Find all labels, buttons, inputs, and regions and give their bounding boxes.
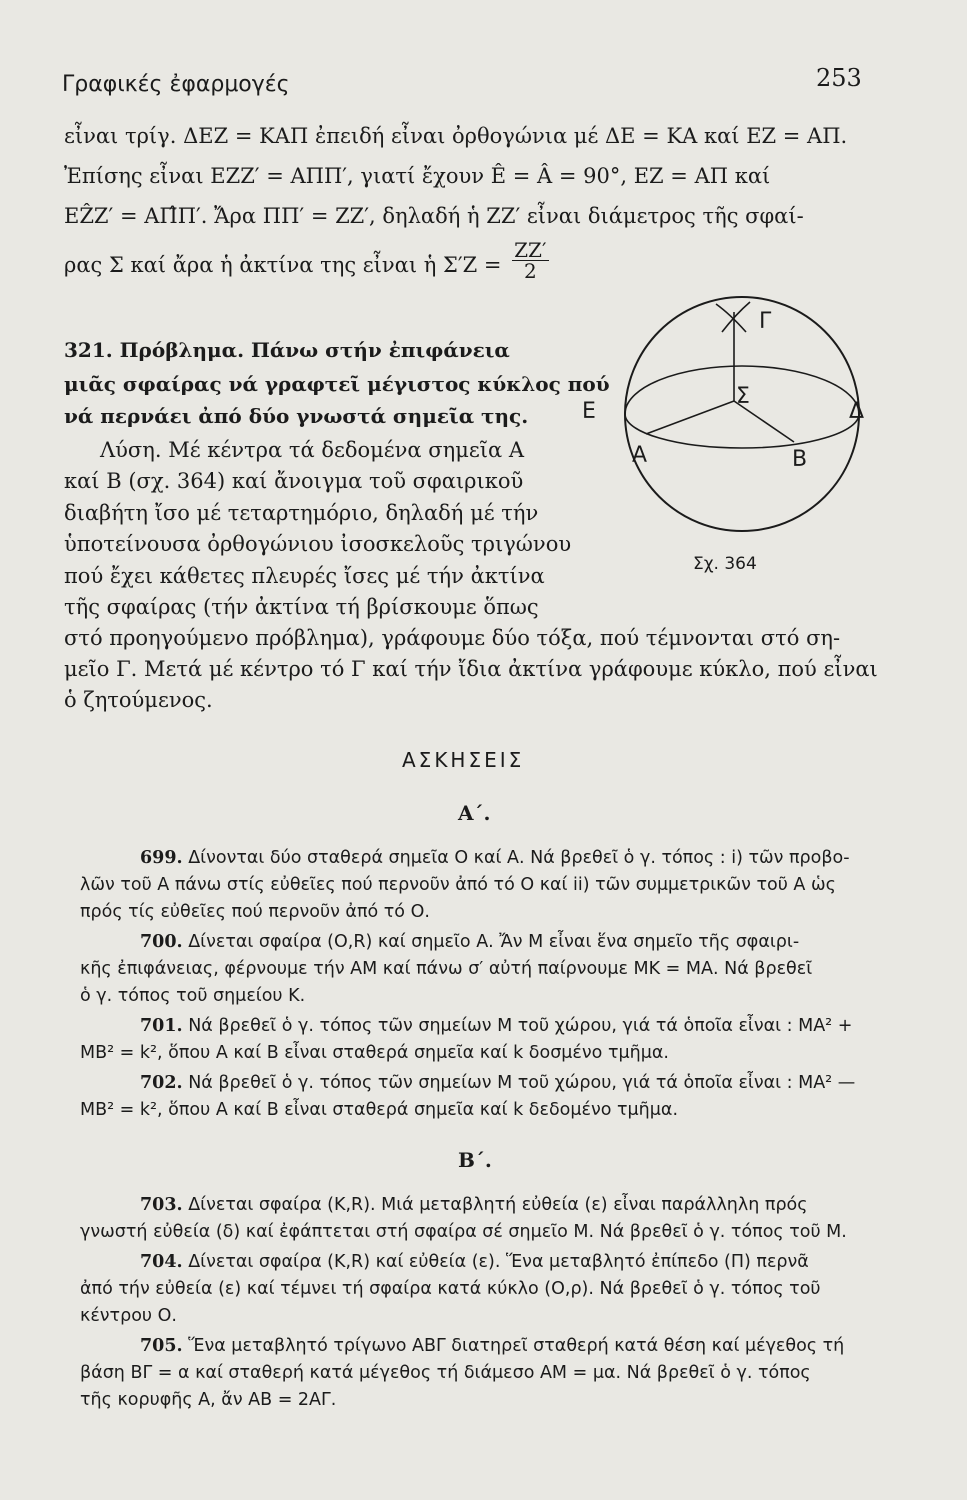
exercise-704-line <box>140 1254 809 1272</box>
exercise-text: Νά βρεθεῖ ὁ γ. τόπος τῶν σημείων Μ τοῦ χώρου, γιά τά ὁποῖα εἶναι : ΜΑ² + <box>188 1016 853 1036</box>
solution-line: καί Β (σχ. 364) καί ἄνοιγμα τοῦ σφαιρικοῦ <box>64 469 524 493</box>
exercise-text: ΜΒ² = k², ὅπου Α καί Β εἶναι σταθερά σημεῖα καί k δοσμένο τμῆμα. <box>80 1043 669 1063</box>
problem-heading-line: 321. Πρόβλημα. Πάνω στήν ἐπιφάνεια <box>64 338 510 362</box>
exercise-text: ὁ γ. τόπος τοῦ σημείου Κ. <box>80 986 306 1006</box>
great-circle-front-arc <box>625 414 859 448</box>
exercise-number: 704. <box>140 1252 183 1272</box>
label-epsilon: Ε <box>582 399 596 424</box>
text-line-with-fraction <box>64 238 549 287</box>
figure-caption: Σχ. 364 <box>693 554 757 574</box>
exercise-text: Νά βρεθεῖ ὁ γ. τόπος τῶν σημείων Μ τοῦ χώρου, γιά τά ὁποῖα εἶναι : ΜΑ² — <box>188 1073 856 1093</box>
solution-line: ὁ ζητούμενος. <box>64 688 213 712</box>
text-line: ΕẐΖ′ = ΑΠ̂Π′. Ἄρα ΠΠ′ = ΖΖ′, δηλαδή ἡ ΖΖ′ εἶναι διάμετρος τῆς σφαί- <box>64 204 804 228</box>
problem-heading-line: νά περνάει ἀπό δύο γνωστά σημεῖα της. <box>64 404 529 428</box>
exercise-700-line <box>140 934 799 952</box>
exercise-701-line <box>140 1018 852 1036</box>
exercise-text: κῆς ἐπιφάνειας, φέρνουμε τήν ΑΜ καί πάνω σ′ αὐτή παίρνουμε ΜΚ = ΜΑ. Νά βρεθεῖ <box>80 959 813 979</box>
label-gamma: Γ <box>759 309 772 334</box>
exercise-705-line <box>140 1338 844 1356</box>
solution-line: πού ἔχει κάθετες πλευρές ἴσες μέ τήν ἀκτίνα <box>64 564 545 588</box>
exercise-text: Ἕνα μεταβλητό τρίγωνο ΑΒΓ διατηρεῖ σταθερή κατά θέση καί μέγεθος τή <box>188 1336 845 1356</box>
label-beta: Β <box>792 447 808 472</box>
solution-line: ὑποτείνουσα ὀρθογώνιου ἰσοσκελοῦς τριγώνου <box>64 532 572 556</box>
sphere-figure <box>574 288 874 540</box>
exercise-number: 705. <box>140 1336 183 1356</box>
fraction <box>512 240 548 281</box>
exercises-title: ΑΣΚΗΣΕΙΣ <box>402 748 525 772</box>
sphere-outline <box>625 297 859 531</box>
problem-heading-line: μιᾶς σφαίρας νά γραφτεῖ μέγιστος κύκλος πού <box>64 372 610 396</box>
exercise-703-line <box>140 1197 808 1215</box>
text-line: εἶναι τρίγ. ΔΕΖ = ΚΑΠ ἐπειδή εἶναι ὀρθογώνια μέ ΔΕ = ΚΑ καί ΕΖ = ΑΠ. <box>64 124 848 148</box>
solution-line: διαβήτη ἴσο μέ τεταρτημόριο, δηλαδή μέ τήν <box>64 501 539 525</box>
solution-line: Λύση. Μέ κέντρα τά δεδομένα σημεῖα Α <box>100 438 524 462</box>
text-line: Ἐπίσης εἶναι ΕΖΖ′ = ΑΠΠ′, γιατί ἔχουν Ê = Â = 90°, ΕΖ = ΑΠ καί <box>64 164 771 188</box>
exercise-text: ΜΒ² = k², ὅπου Α καί Β εἶναι σταθερά σημεῖα καί k δεδομένο τμῆμα. <box>80 1100 679 1120</box>
solution-line: στό προηγούμενο πρόβλημα), γράφουμε δύο τόξα, πού τέμνονται στό ση- <box>64 626 841 650</box>
exercise-text: Δίνεται σφαίρα (Κ,R). Μιά μεταβλητή εὐθεία (ε) εἶναι παράλληλη πρός <box>188 1195 808 1215</box>
label-sigma: Σ <box>736 384 750 409</box>
solution-line: μεῖο Γ. Μετά μέ κέντρο τό Γ καί τήν ἴδια ἀκτίνα γράφουμε κύκλο, πού εἶναι <box>64 657 878 681</box>
exercise-text: βάση ΒΓ = α καί σταθερή κατά μέγεθος τή διάμεσο ΑΜ = μα. Νά βρεθεῖ ὁ γ. τόπος <box>80 1363 811 1383</box>
section-a-heading: Α΄. <box>458 801 491 825</box>
exercise-702-line <box>140 1075 855 1093</box>
exercise-number: 701. <box>140 1016 183 1036</box>
exercise-text: Δίνεται σφαίρα (Ο,R) καί σημεῖο Α. Ἄν Μ εἶναι ἕνα σημεῖο τῆς σφαιρι- <box>188 932 800 952</box>
exercise-699-line <box>140 850 850 868</box>
exercise-text: τῆς κορυφῆς Α, ἄν ΑΒ = 2ΑΓ. <box>80 1390 337 1410</box>
solution-line: τῆς σφαίρας (τήν ἀκτίνα τή βρίσκουμε ὅπως <box>64 595 539 619</box>
text-line: ρας Σ καί ἄρα ἡ ἀκτίνα της εἶναι ἡ Σ′Ζ = <box>64 253 502 277</box>
page-number: 253 <box>816 64 862 92</box>
radius-to-a <box>646 401 734 434</box>
section-b-heading: Β΄. <box>458 1148 492 1172</box>
exercise-text: Δίνεται σφαίρα (Κ,R) καί εὐθεία (ε). Ἕνα μεταβλητό ἐπίπεδο (Π) περνᾶ <box>188 1252 809 1272</box>
label-delta: Δ <box>849 399 865 424</box>
exercise-text: ἀπό τήν εὐθεία (ε) καί τέμνει τή σφαίρα κατά κύκλο (Ο,ρ). Νά βρεθεῖ ὁ γ. τόπος τοῦ <box>80 1279 821 1299</box>
exercise-text: κέντρου Ο. <box>80 1306 177 1326</box>
exercise-number: 699. <box>140 848 183 868</box>
exercise-number: 703. <box>140 1195 183 1215</box>
exercise-number: 700. <box>140 932 183 952</box>
fraction-numerator: ΖΖ′ <box>514 238 547 262</box>
arc-mark-right <box>722 302 750 332</box>
exercise-text: Δίνονται δύο σταθερά σημεῖα Ο καί Α. Νά βρεθεῖ ὁ γ. τόπος : i) τῶν προβο- <box>188 848 850 868</box>
exercise-number: 702. <box>140 1073 183 1093</box>
arc-mark-left <box>716 304 746 332</box>
exercise-text: πρός τίς εὐθεῖες πού περνοῦν ἀπό τό Ο. <box>80 902 430 922</box>
exercise-text: λῶν τοῦ Α πάνω στίς εὐθεῖες πού περνοῦν ἀπό τό Ο καί ii) τῶν συμμετρικῶν τοῦ Α ὡς <box>80 875 836 895</box>
label-alpha: Α <box>632 443 648 468</box>
exercise-text: γνωστή εὐθεία (δ) καί ἐφάπτεται στή σφαίρα σέ σημεῖο Μ. Νά βρεθεῖ ὁ γ. τόπος τοῦ Μ. <box>80 1222 847 1242</box>
running-header: Γραφικές ἐφαρμογές <box>62 72 290 97</box>
fraction-denominator: 2 <box>523 259 537 283</box>
